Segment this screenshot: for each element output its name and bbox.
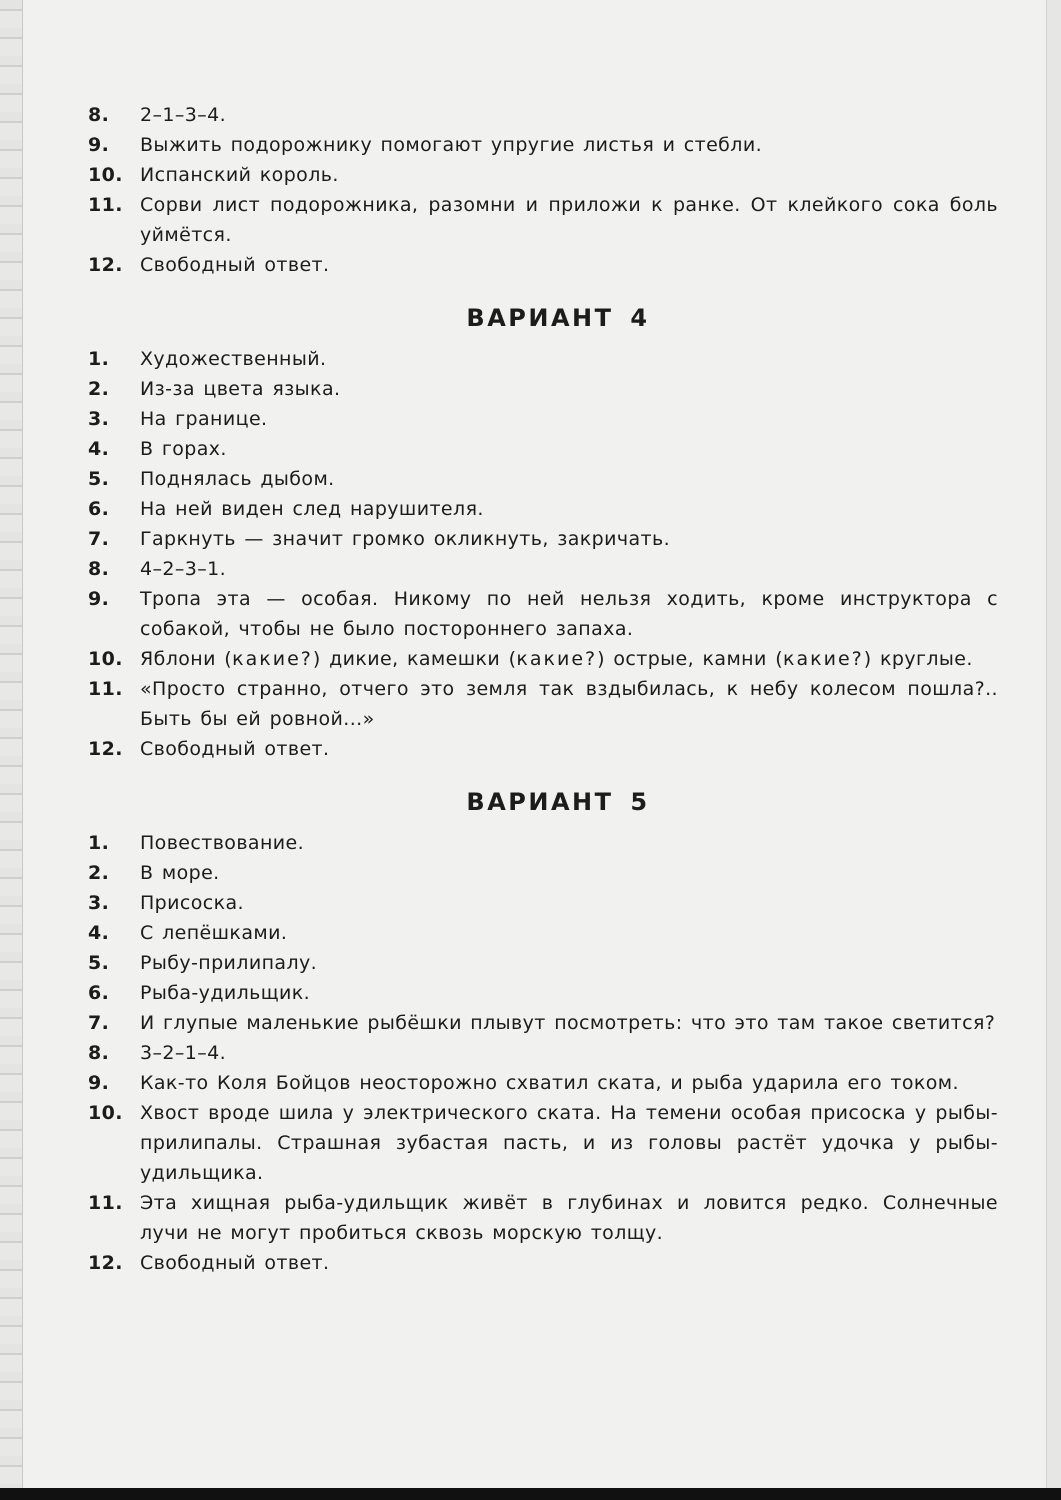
scan-bottom-edge [0, 1488, 1061, 1500]
answer-item [88, 674, 998, 734]
answer-number: 10. [88, 648, 123, 670]
answer-number: 3. [88, 892, 110, 914]
answer-item [88, 554, 998, 584]
answer-number: 2. [88, 862, 110, 884]
answer-text: В море. [140, 862, 220, 884]
answer-number: 10. [88, 164, 123, 186]
answer-text: И глупые маленькие рыбёшки плывут посмотреть: что это там такое светится? [140, 1012, 996, 1034]
answer-item [88, 1008, 998, 1038]
answer-number: 8. [88, 104, 110, 126]
answer-item [88, 888, 998, 918]
answer-number: 12. [88, 254, 123, 276]
answer-item [88, 494, 998, 524]
answer-item [88, 434, 998, 464]
answer-item [88, 344, 998, 374]
answer-number: 4. [88, 922, 110, 944]
answer-item [88, 918, 998, 948]
answer-number: 11. [88, 678, 123, 700]
answer-number: 9. [88, 1072, 110, 1094]
answer-text: Испанский король. [140, 164, 339, 186]
answer-item [88, 160, 998, 190]
answer-text: Свободный ответ. [140, 254, 330, 276]
answer-text: С лепёшками. [140, 922, 288, 944]
answers-page [88, 100, 998, 1278]
answer-item [88, 464, 998, 494]
answer-item [88, 190, 998, 250]
answer-text: Художественный. [140, 348, 327, 370]
page-edge [1046, 0, 1061, 1500]
answer-text: В горах. [140, 438, 227, 460]
answer-number: 11. [88, 1192, 123, 1214]
answer-number: 12. [88, 738, 123, 760]
answer-text: 2–1–3–4. [140, 104, 227, 126]
answer-number: 1. [88, 348, 110, 370]
variant-5-heading: ВАРИАНТ 5 [466, 788, 650, 816]
answer-number: 12. [88, 1252, 123, 1274]
answer-number: 11. [88, 194, 123, 216]
answer-item [88, 524, 998, 554]
answer-item [88, 404, 998, 434]
answer-text: Хвост вроде шила у электрического ската. На темени особая присоска у рыбы-прилипалы. Страшная зубастая пасть, и из головы растёт удочка у рыбы-удильщика. [140, 1102, 998, 1184]
answer-number: 8. [88, 1042, 110, 1064]
answer-text: На границе. [140, 408, 268, 430]
answer-item [88, 734, 998, 764]
answer-number: 4. [88, 438, 110, 460]
answer-text: Повествование. [140, 832, 305, 854]
answer-text: На ней виден след нарушителя. [140, 498, 484, 520]
answer-item [88, 978, 998, 1008]
answer-number: 9. [88, 134, 110, 156]
answer-text: Присоска. [140, 892, 244, 914]
variant-4-heading: ВАРИАНТ 4 [466, 304, 650, 332]
answer-text: 3–2–1–4. [140, 1042, 227, 1064]
answer-text: Свободный ответ. [140, 1252, 330, 1274]
answer-item [88, 1248, 998, 1278]
answer-number: 6. [88, 982, 110, 1004]
answer-text: Рыба-удильщик. [140, 982, 311, 1004]
answer-item [88, 1188, 998, 1248]
answer-number: 9. [88, 588, 110, 610]
answer-text: Рыбу-прилипалу. [140, 952, 318, 974]
answer-number: 7. [88, 528, 110, 550]
answer-number: 10. [88, 1102, 123, 1124]
answer-text: Сорви лист подорожника, разомни и приложи к ранке. От клейкого сока боль уймётся. [140, 194, 998, 246]
answer-text: Поднялась дыбом. [140, 468, 335, 490]
answer-item [88, 858, 998, 888]
answer-item [88, 828, 998, 858]
answer-item [88, 1038, 998, 1068]
answer-number: 5. [88, 952, 110, 974]
answer-number: 5. [88, 468, 110, 490]
answer-number: 2. [88, 378, 110, 400]
answer-text: Свободный ответ. [140, 738, 330, 760]
answer-text: Выжить подорожнику помогают упругие листья и стебли. [140, 134, 763, 156]
answer-item [88, 130, 998, 160]
answer-text: Яблони (какие?) дикие, камешки (какие?) острые, камни (какие?) круглые. [140, 648, 973, 670]
answer-item [88, 584, 998, 644]
answer-number: 8. [88, 558, 110, 580]
binding-spine [0, 0, 23, 1500]
answer-number: 1. [88, 832, 110, 854]
answer-item [88, 1068, 998, 1098]
answer-text: «Просто странно, отчего это земля так вздыбилась, к небу колесом пошла?.. Быть бы ей ровной...» [140, 678, 998, 730]
answer-item [88, 644, 998, 674]
answer-text: Как-то Коля Бойцов неосторожно схватил ската, и рыба ударила его током. [140, 1072, 959, 1094]
answer-item [88, 1098, 998, 1188]
answer-item [88, 374, 998, 404]
answer-number: 3. [88, 408, 110, 430]
answer-text: 4–2–3–1. [140, 558, 227, 580]
answer-number: 6. [88, 498, 110, 520]
answer-item [88, 250, 998, 280]
answer-number: 7. [88, 1012, 110, 1034]
answer-text: Гаркнуть — значит громко окликнуть, закричать. [140, 528, 671, 550]
answer-item [88, 100, 998, 130]
answer-item [88, 948, 998, 978]
answer-text: Тропа эта — особая. Никому по ней нельзя ходить, кроме инструктора с собакой, чтобы не было постороннего запаха. [140, 588, 998, 640]
answer-text: Эта хищная рыба-удильщик живёт в глубинах и ловится редко. Солнечные лучи не могут пробиться сквозь морскую толщу. [140, 1192, 998, 1244]
answer-text: Из-за цвета языка. [140, 378, 341, 400]
